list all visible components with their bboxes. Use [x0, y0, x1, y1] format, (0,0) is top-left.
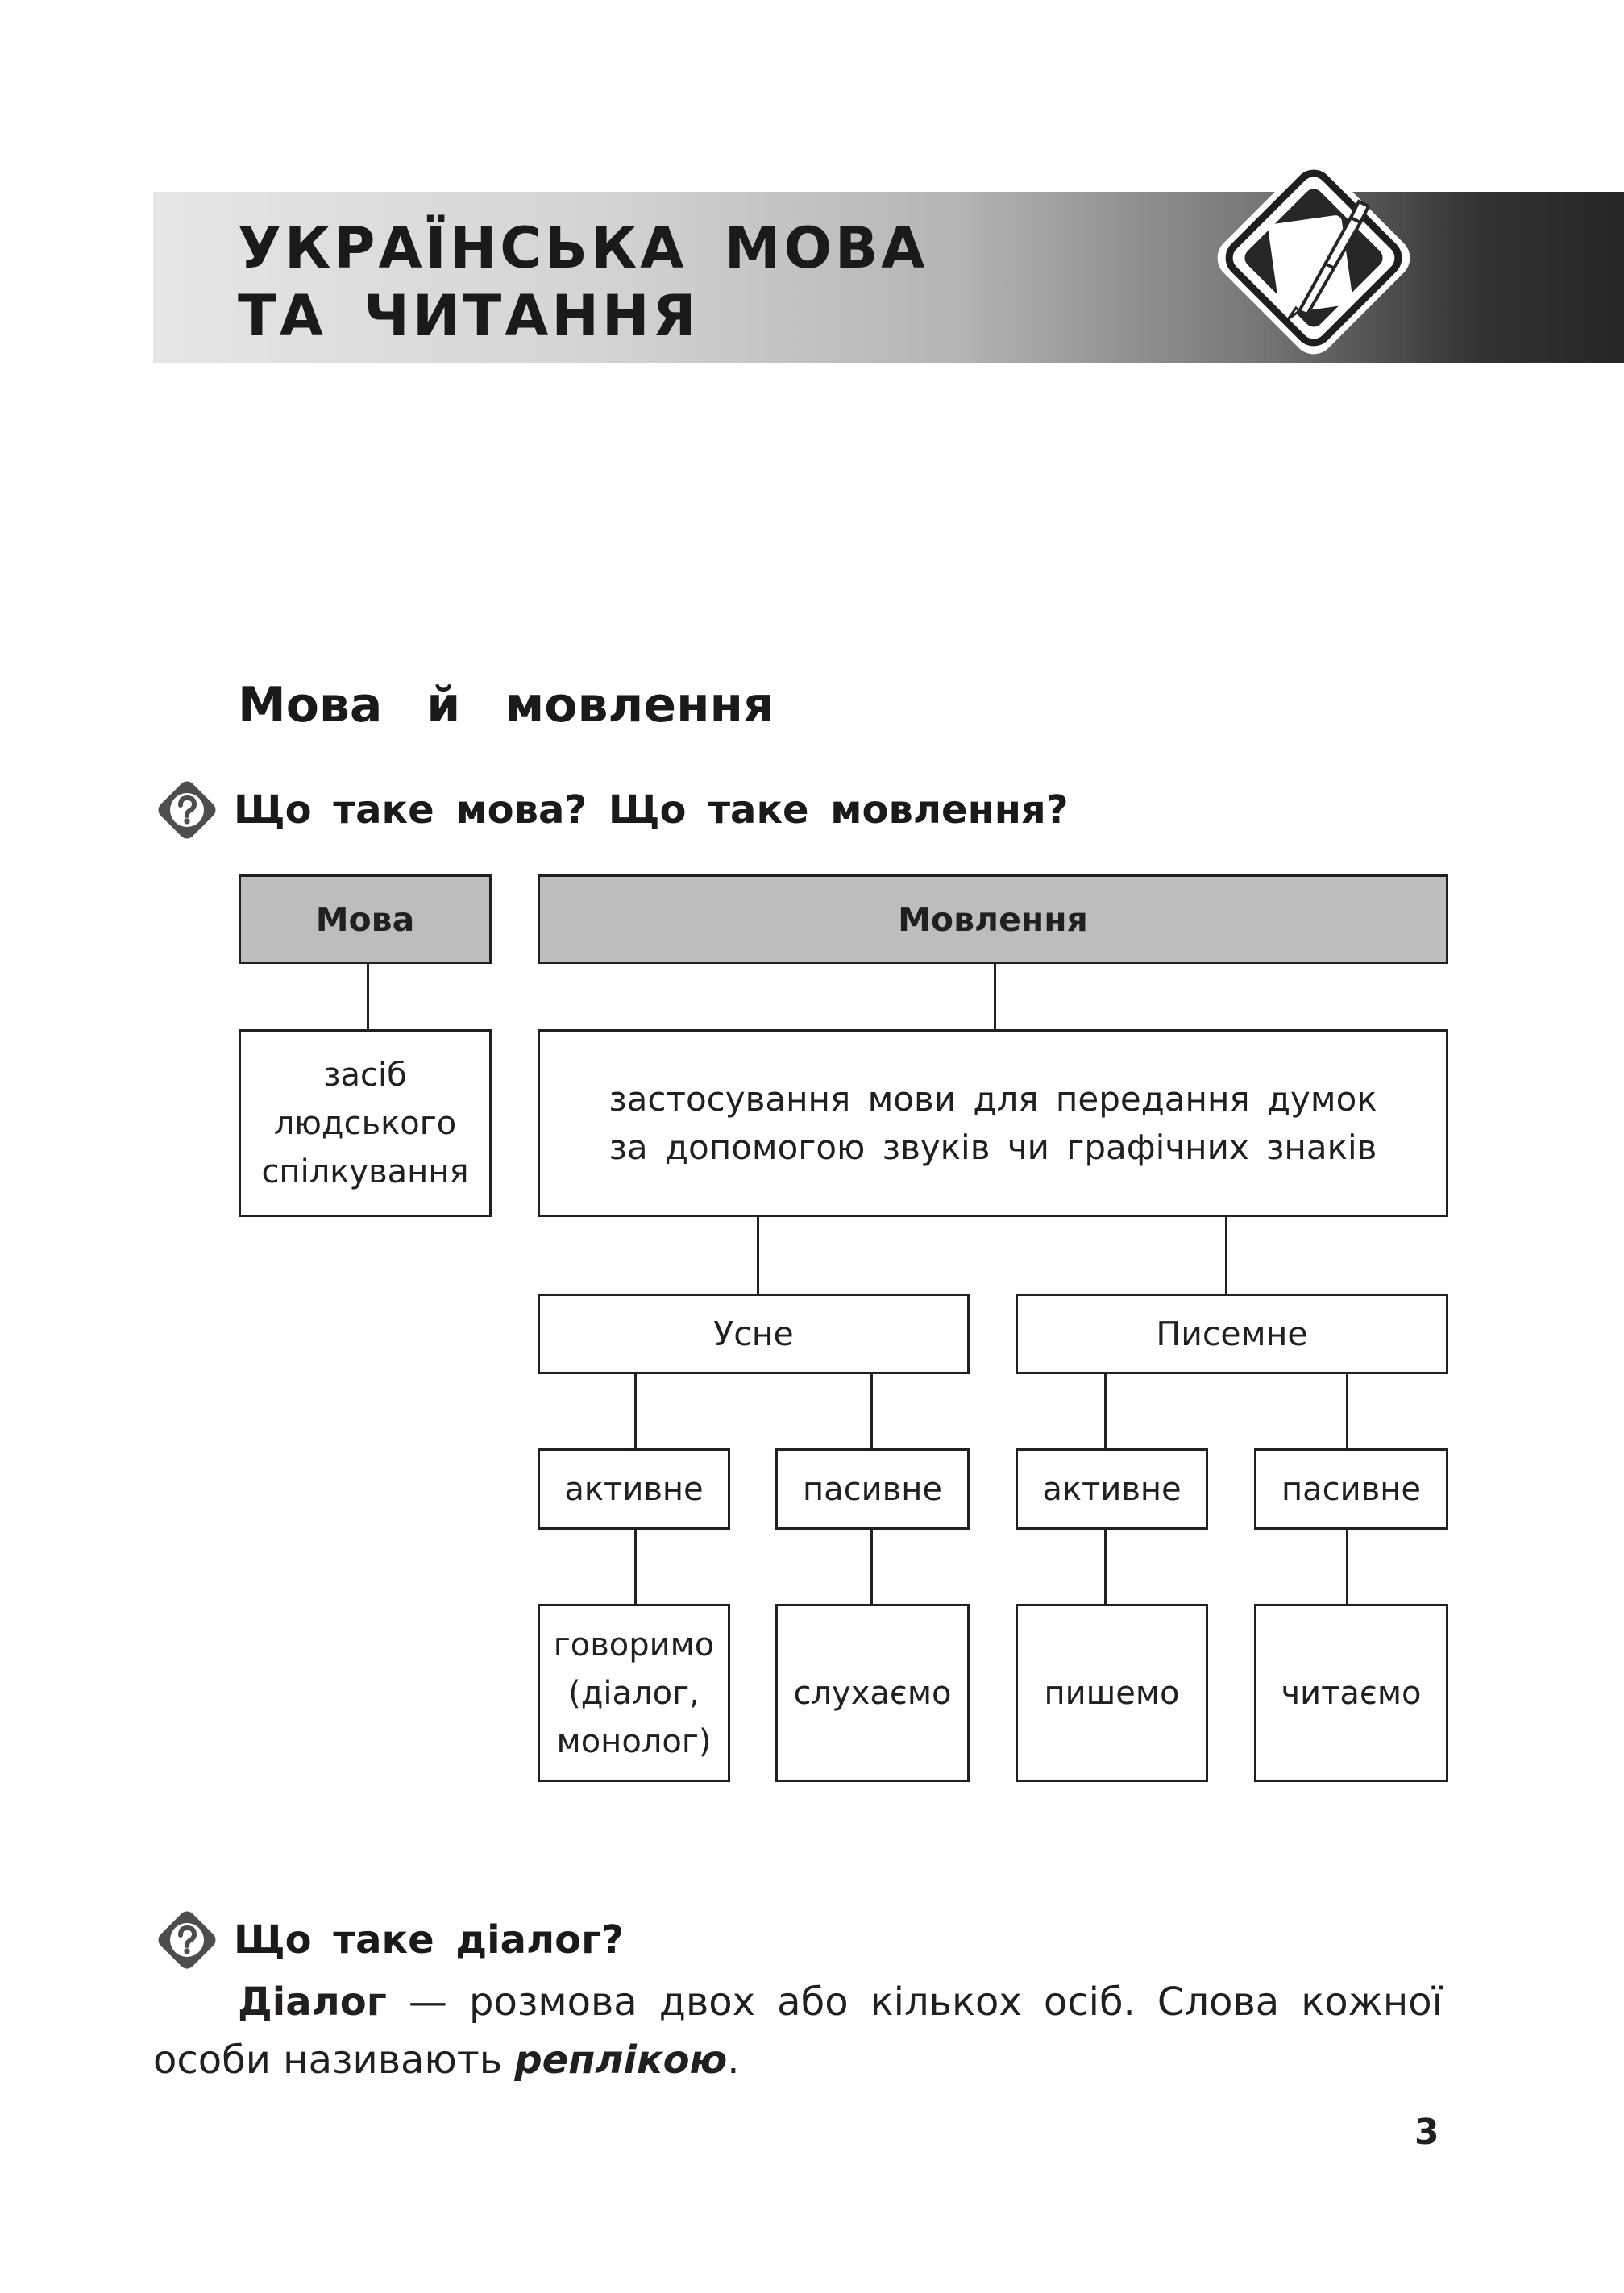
question-text: Що таке діалог?	[234, 1917, 625, 1963]
connector-written-active	[1104, 1372, 1107, 1449]
box-movlennia-definition	[538, 1029, 1448, 1217]
question-dialog	[152, 1905, 624, 1975]
question-text: Що таке мова? Що таке мовлення?	[234, 787, 1069, 833]
chapter-title	[238, 214, 928, 350]
box-oral-passive-action	[775, 1604, 970, 1782]
box-written-passive	[1254, 1448, 1448, 1530]
connector-written	[1225, 1215, 1227, 1295]
connector-oral	[757, 1215, 759, 1295]
written-active-action: пишемо	[1044, 1674, 1180, 1712]
connector-written-active-action	[1104, 1527, 1107, 1606]
box-oral-active-action	[538, 1604, 730, 1782]
connector-oral-passive-action	[870, 1527, 873, 1606]
box-oral	[538, 1294, 970, 1374]
box-oral-passive-label: пасивне	[803, 1470, 942, 1508]
oral-active-action-line3: монолог)	[556, 1722, 712, 1760]
box-oral-active	[538, 1448, 730, 1530]
term-replica: реплікою	[514, 2038, 728, 2083]
box-oral-label: Усне	[713, 1315, 794, 1353]
box-oral-active-label: активне	[564, 1470, 704, 1508]
page-number: 3	[1414, 2112, 1439, 2153]
movlennia-definition-line2: за допомогою звуків чи графічних знаків	[608, 1127, 1377, 1167]
box-written-active-action	[1016, 1604, 1208, 1782]
box-oral-passive	[775, 1448, 970, 1530]
chapter-title-line2: ТА ЧИТАННЯ	[238, 283, 700, 349]
box-mova	[239, 874, 492, 964]
box-written-label: Писемне	[1156, 1315, 1308, 1353]
chapter-title-line1: УКРАЇНСЬКА МОВА	[238, 215, 928, 281]
box-movlennia	[538, 874, 1448, 964]
oral-active-action-line1: говоримо	[553, 1626, 715, 1664]
question-icon	[152, 1905, 222, 1975]
mova-definition-line1: засіб	[323, 1056, 407, 1094]
movlennia-definition-line1: застосування мови для передання думок	[608, 1078, 1377, 1119]
box-mova-definition	[239, 1029, 492, 1217]
box-written-active-label: активне	[1042, 1470, 1182, 1508]
connector-movlennia	[994, 962, 996, 1031]
box-mova-label: Мова	[315, 899, 415, 939]
question-mova-movlennia	[152, 775, 1069, 845]
pen-and-paper-icon	[1177, 121, 1451, 395]
question-icon	[152, 775, 222, 845]
term-dialog: Діалог	[238, 1979, 387, 2025]
box-written-passive-label: пасивне	[1281, 1470, 1421, 1508]
mova-definition-line3: спілкування	[261, 1153, 469, 1190]
connector-oral-passive	[870, 1372, 873, 1449]
box-movlennia-label: Мовлення	[898, 899, 1088, 939]
box-written-active	[1016, 1448, 1208, 1530]
definition-body: — розмова двох або кількох осіб. Слова кожної особи називають	[153, 1979, 1443, 2083]
box-written-passive-action	[1254, 1604, 1448, 1782]
dialog-definition	[153, 1973, 1443, 2089]
oral-passive-action: слухаємо	[793, 1674, 952, 1712]
written-passive-action: читаємо	[1281, 1674, 1422, 1712]
oral-active-action-line2: (діалог,	[568, 1674, 700, 1712]
section-title: Мова й мовлення	[238, 677, 775, 733]
definition-end: .	[727, 2038, 740, 2083]
connector-oral-active-action	[634, 1527, 637, 1606]
box-written	[1016, 1294, 1448, 1374]
connector-written-passive	[1346, 1372, 1348, 1449]
mova-definition-line2: людського	[273, 1104, 457, 1142]
connector-mova	[367, 962, 369, 1031]
connector-oral-active	[634, 1372, 637, 1449]
connector-written-passive-action	[1346, 1527, 1348, 1606]
